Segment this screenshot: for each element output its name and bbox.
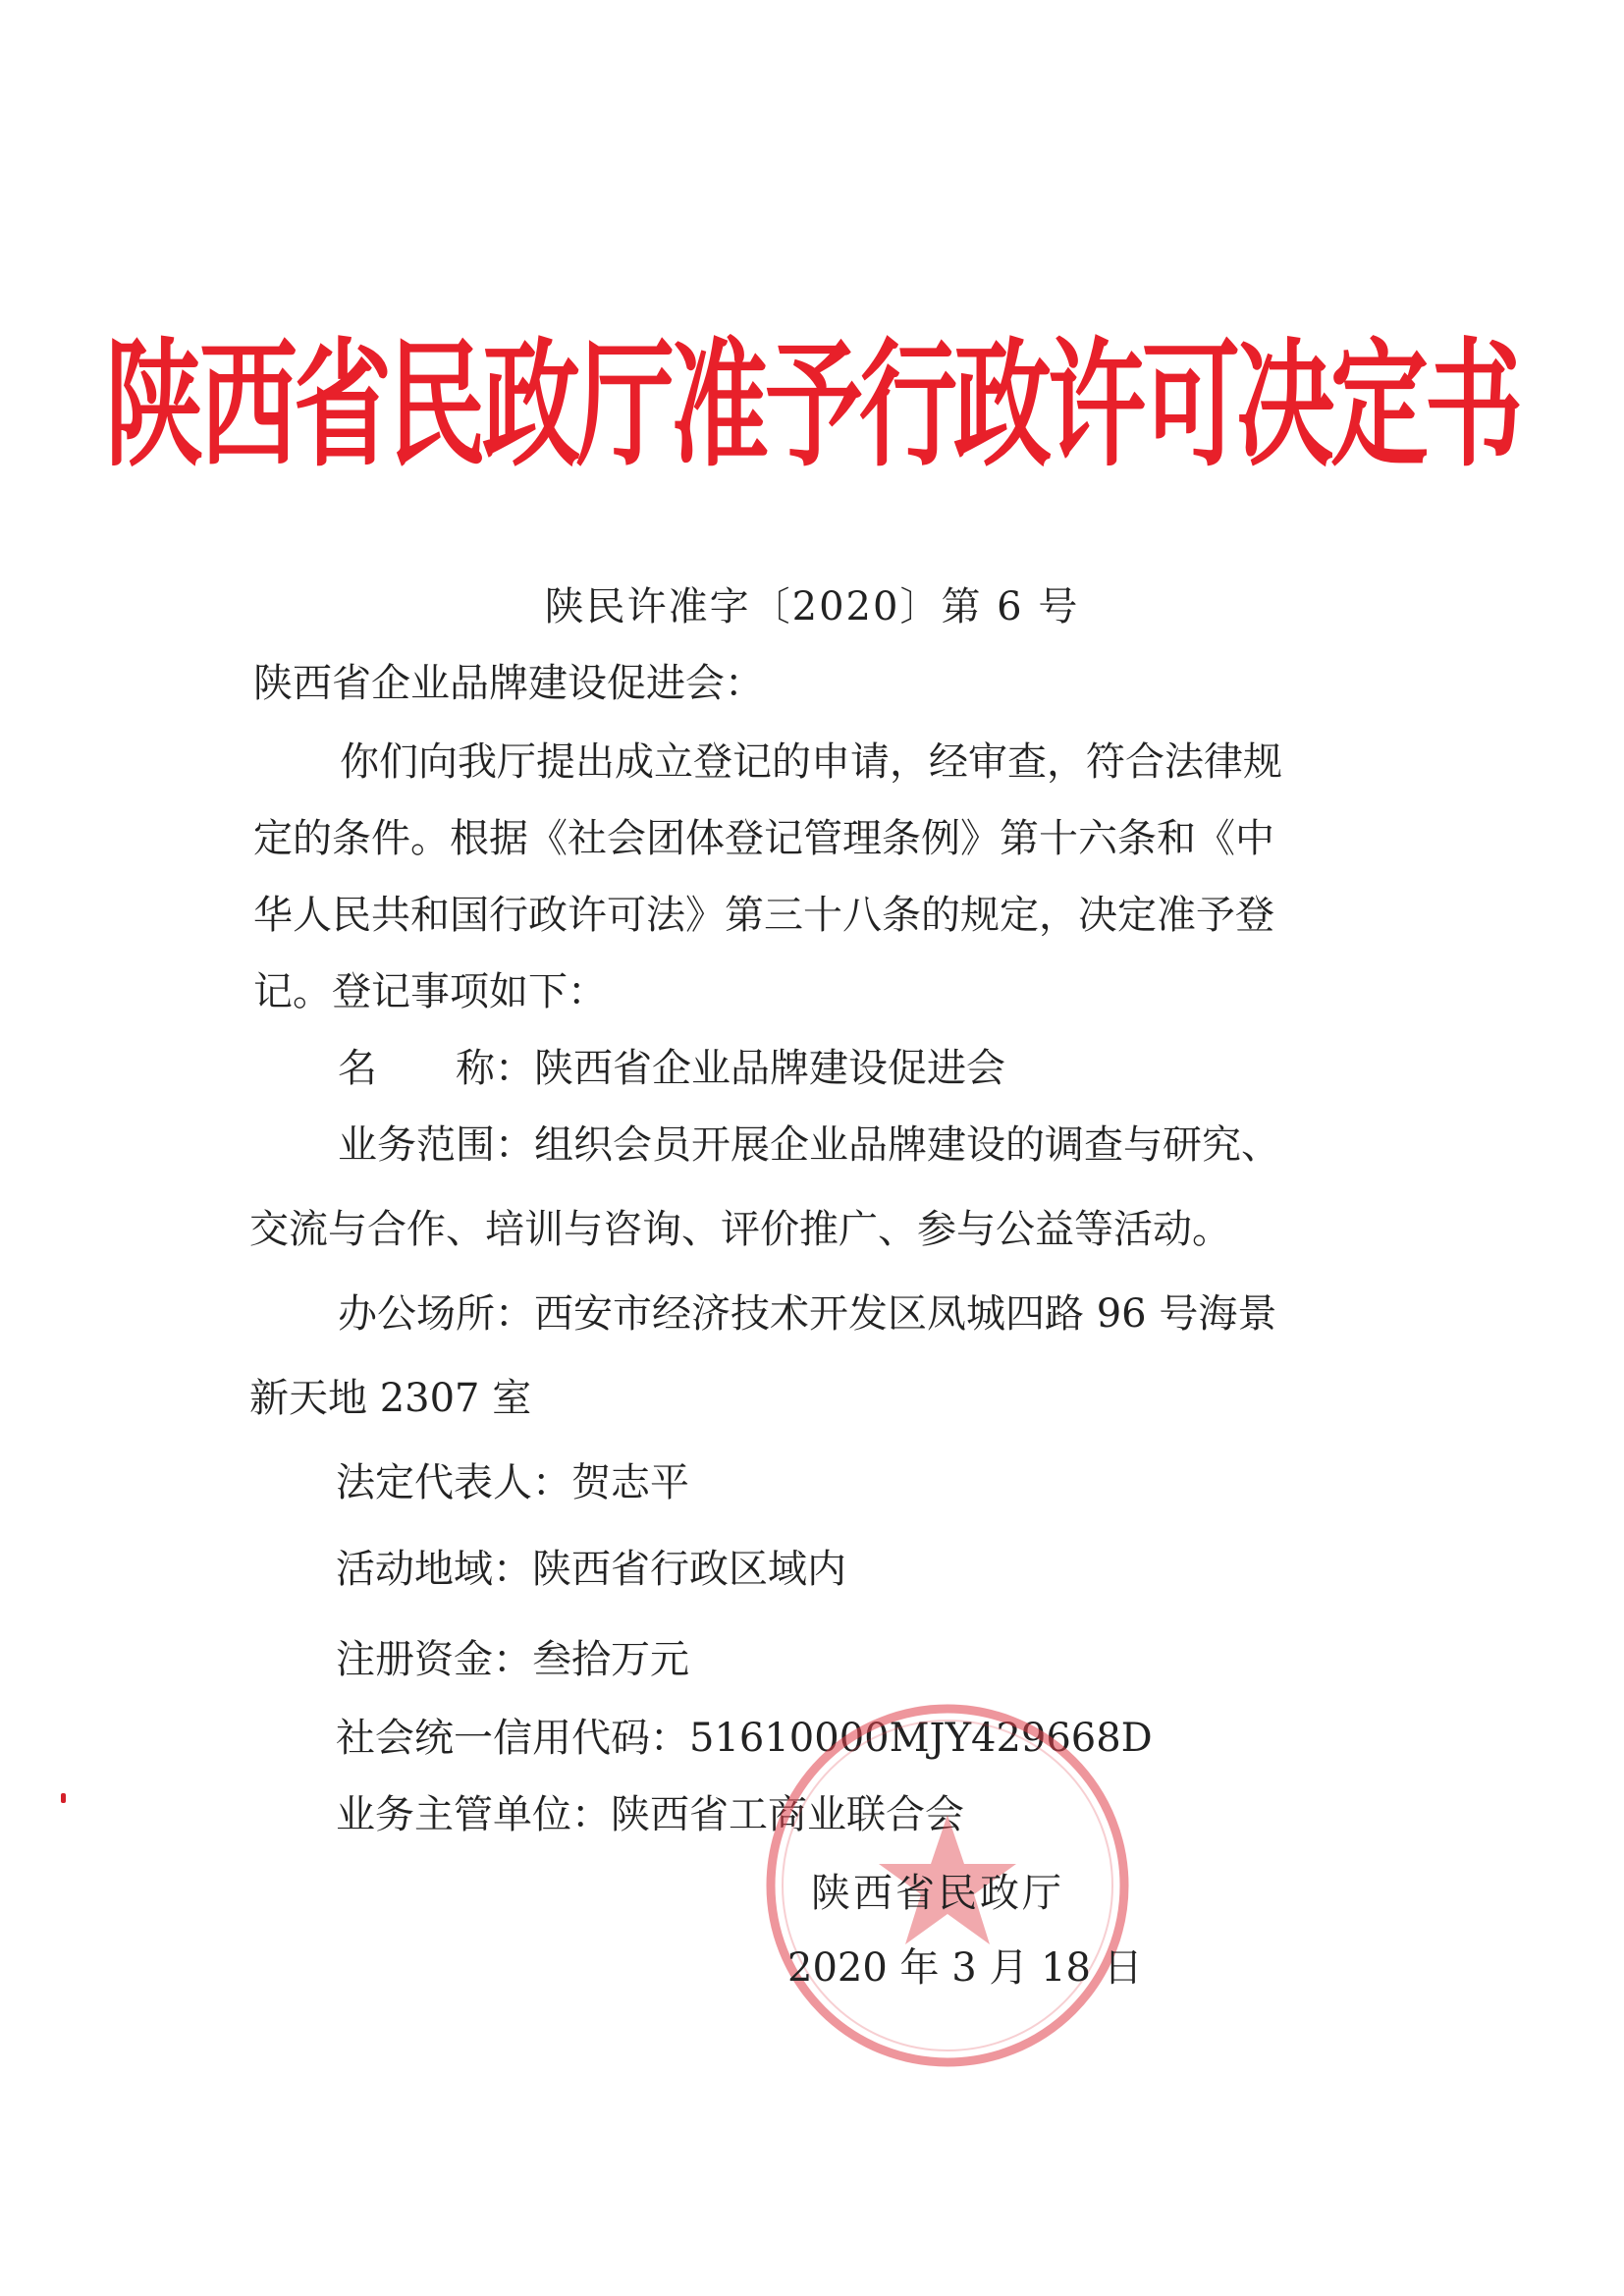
item-region: 活动地域：陕西省行政区域内 [336,1547,846,1592]
item-credit-code: 社会统一信用代码：51610000MJY429668D [336,1716,1153,1761]
document-number: 陕民许准字〔2020〕第 6 号 [544,584,1080,629]
item-name: 名 称：陕西省企业品牌建设促进会 [338,1046,1005,1091]
document-title: 陕西省民政厅准予行政许可决定书 [105,324,1519,486]
recipient-line: 陕西省企业品牌建设促进会： [253,661,764,706]
signing-date: 2020 年 3 月 18 日 [787,1945,1143,1991]
scan-ink-dot [61,1793,66,1803]
item-office-line-2: 新天地 2307 室 [249,1376,532,1421]
item-registered-capital: 注册资金：叁拾万元 [336,1637,689,1682]
body-line-3: 华人民共和国行政许可法》第三十八条的规定，决定准予登 [253,893,1274,938]
item-legal-representative: 法定代表人：贺志平 [336,1460,689,1505]
item-scope-line-2: 交流与合作、培训与咨询、评价推广、参与公益等活动。 [249,1207,1231,1252]
signing-authority: 陕西省民政厅 [811,1871,1064,1916]
item-office-line-1: 办公场所：西安市经济技术开发区凤城四路 96 号海景 [338,1291,1277,1337]
item-scope-line-1: 业务范围：组织会员开展企业品牌建设的调查与研究、 [338,1122,1280,1168]
item-supervisor: 业务主管单位：陕西省工商业联合会 [336,1792,964,1837]
body-line-1: 你们向我厅提出成立登记的申请，经审查，符合法律规 [340,739,1282,785]
body-line-4: 记。登记事项如下： [253,969,607,1014]
body-line-2: 定的条件。根据《社会团体登记管理条例》第十六条和《中 [253,816,1274,861]
